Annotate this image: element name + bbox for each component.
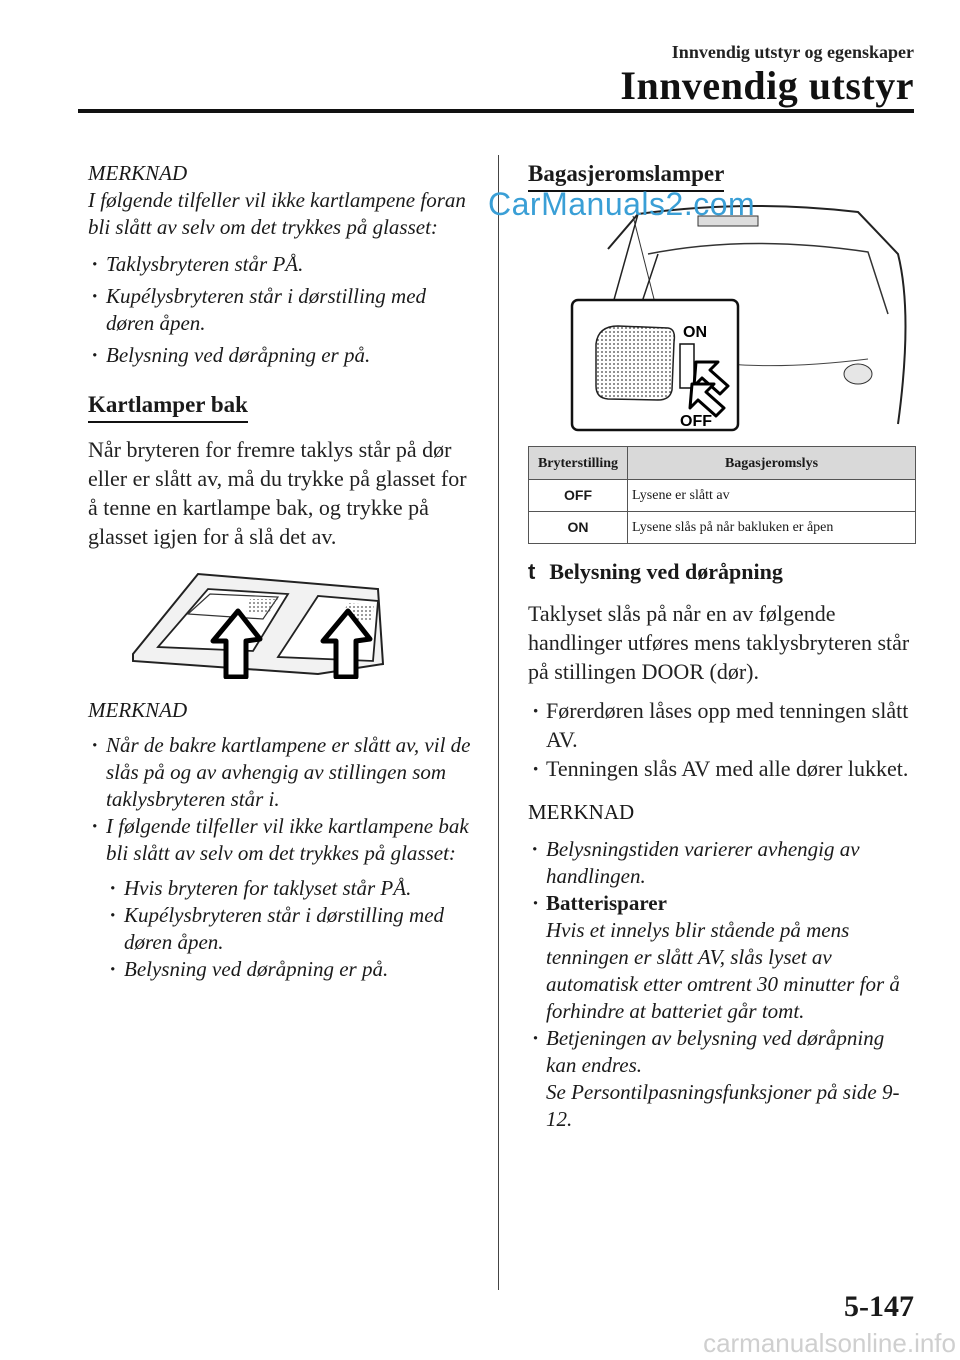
subsection-title-text: Belysning ved døråpning xyxy=(549,559,783,584)
sub-list-item: · Belysning ved døråpning er på. xyxy=(106,956,478,983)
battery-saver-text: Hvis et innelys blir stående på mens tenningen er slått AV, slås lyset av automatisk etter omtrent 30 minutter for å forhindre at batteriet går tomt. xyxy=(546,918,900,1023)
switch-position: OFF xyxy=(529,480,628,512)
subsection-paragraph: Taklyset slås på når en av følgende handlinger utføres mens taklysbryteren står på stillingen DOOR (dør). xyxy=(528,601,910,684)
battery-saver-heading: · Batterisparer xyxy=(546,891,667,915)
section-paragraph: Når bryteren for fremre taklys står på dør eller er slått av, må du trykke på glasset for å tenne en kartlampe bak, og trykke på glasset igjen for å slå det av. xyxy=(88,437,467,549)
note-text: I følgende tilfeller vil ikke kartlampene foran bli slått av selv om det trykkes på glasset: xyxy=(88,188,466,239)
on-label: ON xyxy=(683,324,707,341)
lamp-state: Lysene slås på når bakluken er åpen xyxy=(628,512,916,544)
off-label: OFF xyxy=(680,413,712,430)
sub-list-item: · Kupélysbryteren står i dørstilling med døren åpen. xyxy=(106,902,478,956)
list-item: · Tenningen slås AV med alle dører lukket. xyxy=(528,754,918,783)
lamp-state: Lysene er slått av xyxy=(628,480,916,512)
table-row xyxy=(529,480,916,512)
section-title: Bagasjeromslamper xyxy=(528,160,724,192)
list-item xyxy=(528,890,918,1025)
list-item: · Belysningstiden varierer avhengig av handlingen. xyxy=(528,836,918,890)
sub-list-item: · Hvis bryteren for taklyset står PÅ. xyxy=(106,875,478,902)
list-item xyxy=(528,1025,918,1133)
list-item: · Kupélysbryteren står i dørstilling med døren åpen. xyxy=(88,283,478,337)
section-title: Kartlamper bak xyxy=(88,391,248,423)
list-item: · I følgende tilfeller vil ikke kartlampene bak bli slått av selv om det trykkes på glasset: xyxy=(88,813,478,867)
column-divider xyxy=(498,155,499,1290)
chapter-subtitle: Innvendig utstyr og egenskaper xyxy=(671,42,914,62)
subsection-title xyxy=(528,558,918,585)
table-row xyxy=(529,512,916,544)
switch-position: ON xyxy=(529,512,628,544)
right-column xyxy=(528,160,918,1133)
table-header-row xyxy=(529,447,916,480)
footer-watermark: carmanualsonline.info xyxy=(703,1328,956,1358)
page-title: Innvendig utstyr xyxy=(620,63,914,108)
left-column xyxy=(88,160,478,983)
watermark-text: CarManuals2.com xyxy=(488,186,756,222)
note-heading: MERKNAD xyxy=(528,800,635,824)
map-lamp-illustration xyxy=(128,569,388,679)
subsection-marker: t xyxy=(528,559,536,584)
table-header: Bagasjeromslys xyxy=(628,447,916,480)
list-item: · Belysning ved døråpning er på. xyxy=(88,342,478,369)
page-reference: Se Persontilpasningsfunksjoner på side 9-12. xyxy=(546,1080,900,1131)
note-heading: MERKNAD xyxy=(88,698,188,722)
switch-table xyxy=(528,446,916,544)
cargo-lamp-illustration xyxy=(568,194,928,434)
list-item: · Førerdøren låses opp med tenningen slått AV. xyxy=(528,696,918,754)
table-header: Bryterstilling xyxy=(529,447,628,480)
list-item: · Taklysbryteren står PÅ. xyxy=(88,251,478,278)
note-heading: MERKNAD xyxy=(88,161,188,185)
note-text: · Betjeningen av belysning ved døråpning kan endres. xyxy=(546,1026,885,1077)
header-rule xyxy=(78,109,914,113)
page-number: 5-147 xyxy=(844,1290,914,1323)
list-item: · Når de bakre kartlampene er slått av, vil de slås på og av avhengig av stillingen som taklysbryteren står i. xyxy=(88,732,478,813)
